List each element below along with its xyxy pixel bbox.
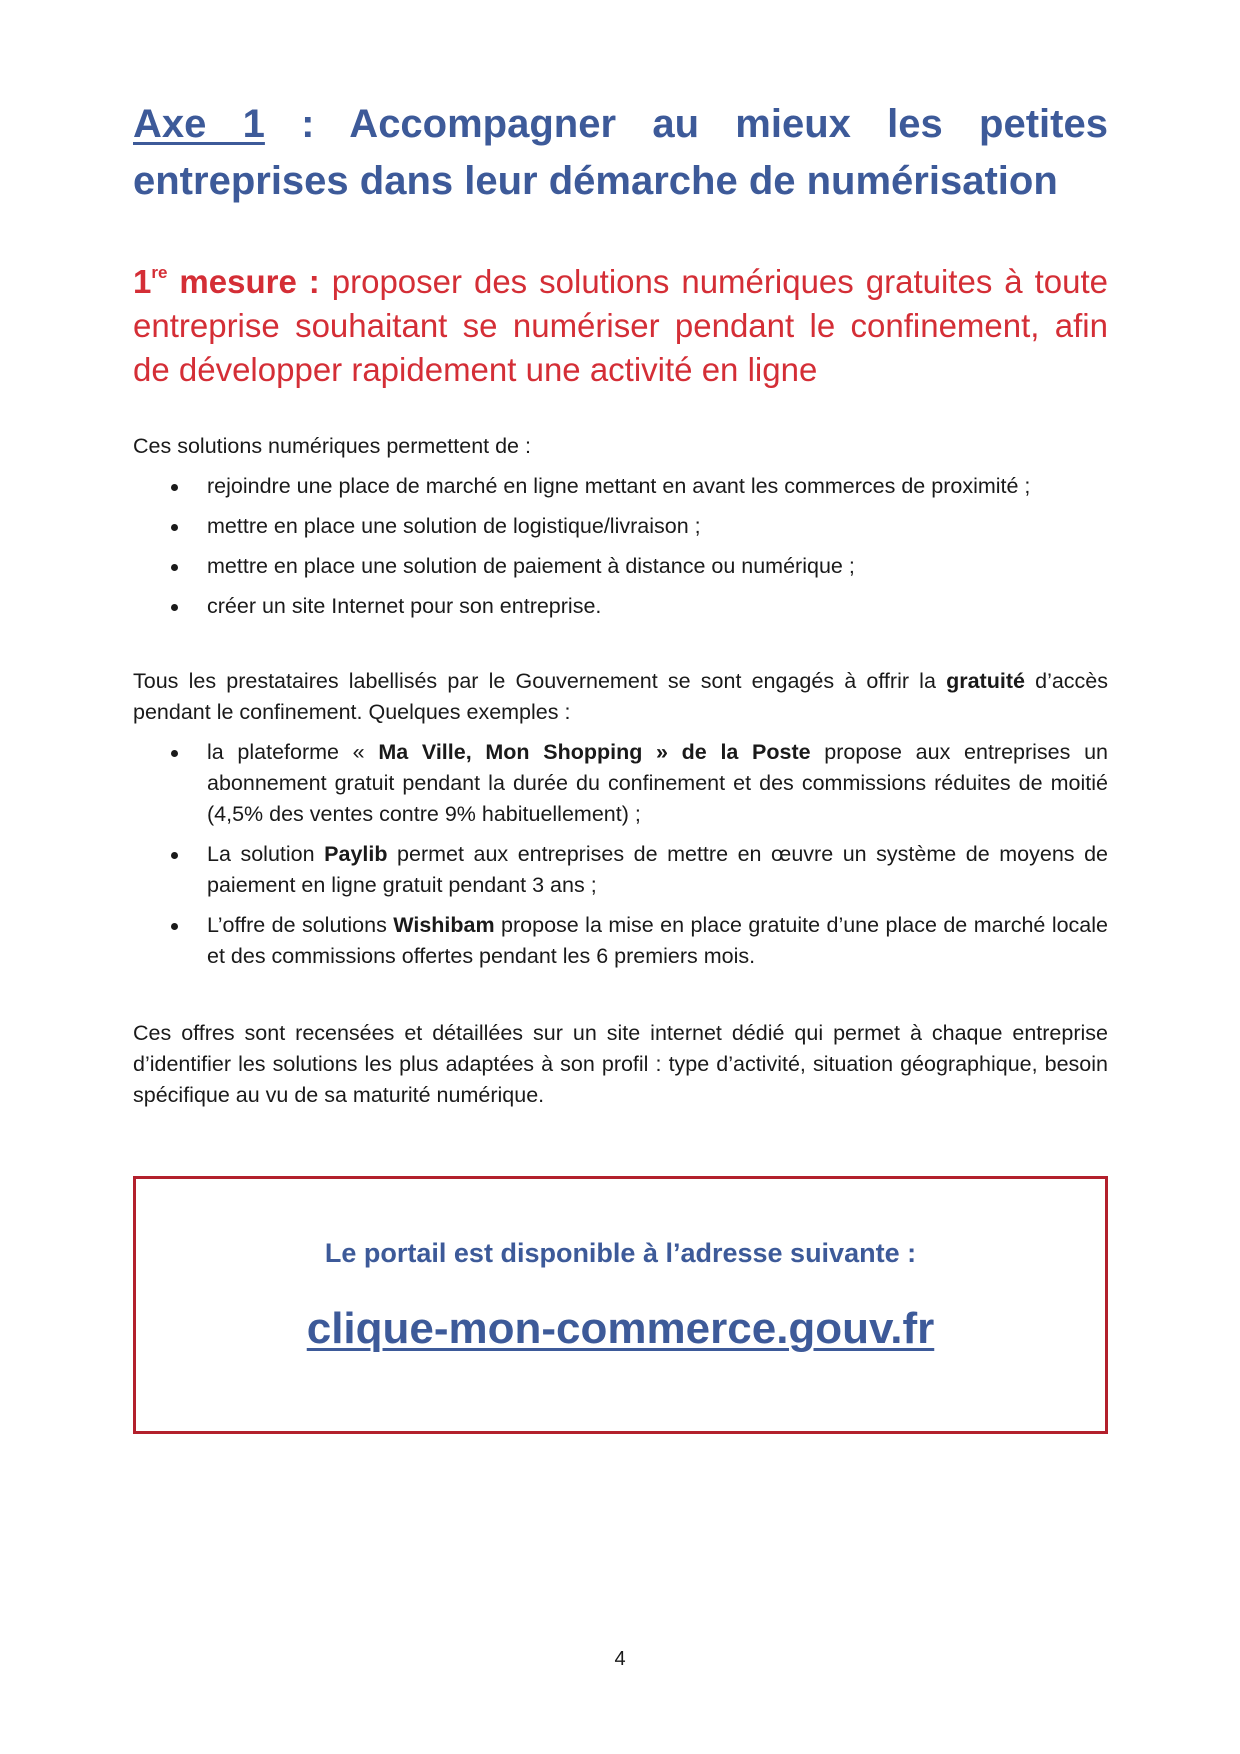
bullet-icon	[171, 852, 178, 859]
portal-intro: Le portail est disponible à l’adresse suivante :	[324, 1238, 917, 1268]
measure-label	[133, 263, 332, 300]
bullet-icon	[171, 750, 178, 757]
bullet-icon	[171, 484, 178, 491]
example-text-start: la plateforme «	[207, 740, 379, 764]
prestataires-paragraph	[133, 666, 1108, 728]
example-text-end: propose aux entreprises un abonnement gratuit pendant la durée du confinement et des commissions réduites de moitié (4,5% des ventes contre 9% habituellement) ;	[207, 740, 1108, 826]
example-text-start: L’offre de solutions	[207, 913, 394, 937]
bullet-icon	[171, 564, 178, 571]
example-text-end: propose la mise en place gratuite d’une place de marché locale et des commissions offertes pendant les 6 premiers mois.	[207, 913, 1108, 968]
prestataires-text-start: Tous les prestataires labellisés par le Gouvernement se sont engagés à offrir la	[133, 669, 947, 693]
portal-link[interactable]: clique-mon-commerce.gouv.fr	[306, 1304, 935, 1353]
bullet-icon	[171, 524, 178, 531]
measure-heading	[133, 260, 1108, 392]
measure-superscript: re	[151, 263, 168, 282]
measure-label-text: mesure :	[167, 263, 332, 300]
example-text-end: permet aux entreprises de mettre en œuvre un système de moyens de paiement en ligne gratuit pendant 3 ans ;	[207, 842, 1109, 897]
list-item	[133, 591, 1108, 622]
bullet-icon	[171, 604, 178, 611]
axe-heading-text: : Accompagner au mieux les petites entreprises dans leur démarche de numérisation	[133, 102, 1108, 203]
prestataires-bold: gratuité	[946, 669, 1025, 693]
axe-heading	[133, 96, 1108, 210]
list-item	[133, 839, 1108, 901]
portal-box	[133, 1176, 1108, 1434]
list-item-text: rejoindre une place de marché en ligne mettant en avant les commerces de proximité ;	[207, 474, 1031, 498]
example-text-start: La solution	[207, 842, 325, 866]
solutions-list	[133, 471, 1108, 622]
axe-label: Axe 1	[133, 102, 265, 146]
list-item	[133, 471, 1108, 502]
example-bold: Ma Ville, Mon Shopping » de la Poste	[378, 740, 811, 764]
list-item-text: mettre en place une solution de paiement à distance ou numérique ;	[207, 554, 855, 578]
offres-paragraph: Ces offres sont recensées et détaillées sur un site internet dédié qui permet à chaque entreprise d’identifier les solutions les plus adaptées à son profil : type d’activité, situation géographique, besoin spécifique au vu de sa maturité numérique.	[133, 1021, 1108, 1107]
page-number: 4	[614, 1648, 626, 1670]
list-item	[133, 551, 1108, 582]
prestataires-text-end: d’accès pendant le confinement. Quelques exemples :	[133, 669, 1109, 724]
list-item	[133, 511, 1108, 542]
measure-number: 1	[133, 263, 152, 300]
bullet-icon	[171, 923, 178, 930]
solutions-intro: Ces solutions numériques permettent de :	[133, 434, 531, 458]
page-content	[133, 96, 1108, 1434]
examples-list	[133, 737, 1108, 972]
list-item-text: mettre en place une solution de logistique/livraison ;	[207, 514, 701, 538]
measure-text: proposer des solutions numériques gratuites à toute entreprise souhaitant se numériser pendant le confinement, afin de développer rapidement une activité en ligne	[133, 263, 1109, 388]
list-item	[133, 910, 1108, 972]
example-bold: Wishibam	[393, 913, 495, 937]
list-item	[133, 737, 1108, 830]
list-item-text: créer un site Internet pour son entreprise.	[207, 594, 602, 618]
example-bold: Paylib	[324, 842, 388, 866]
